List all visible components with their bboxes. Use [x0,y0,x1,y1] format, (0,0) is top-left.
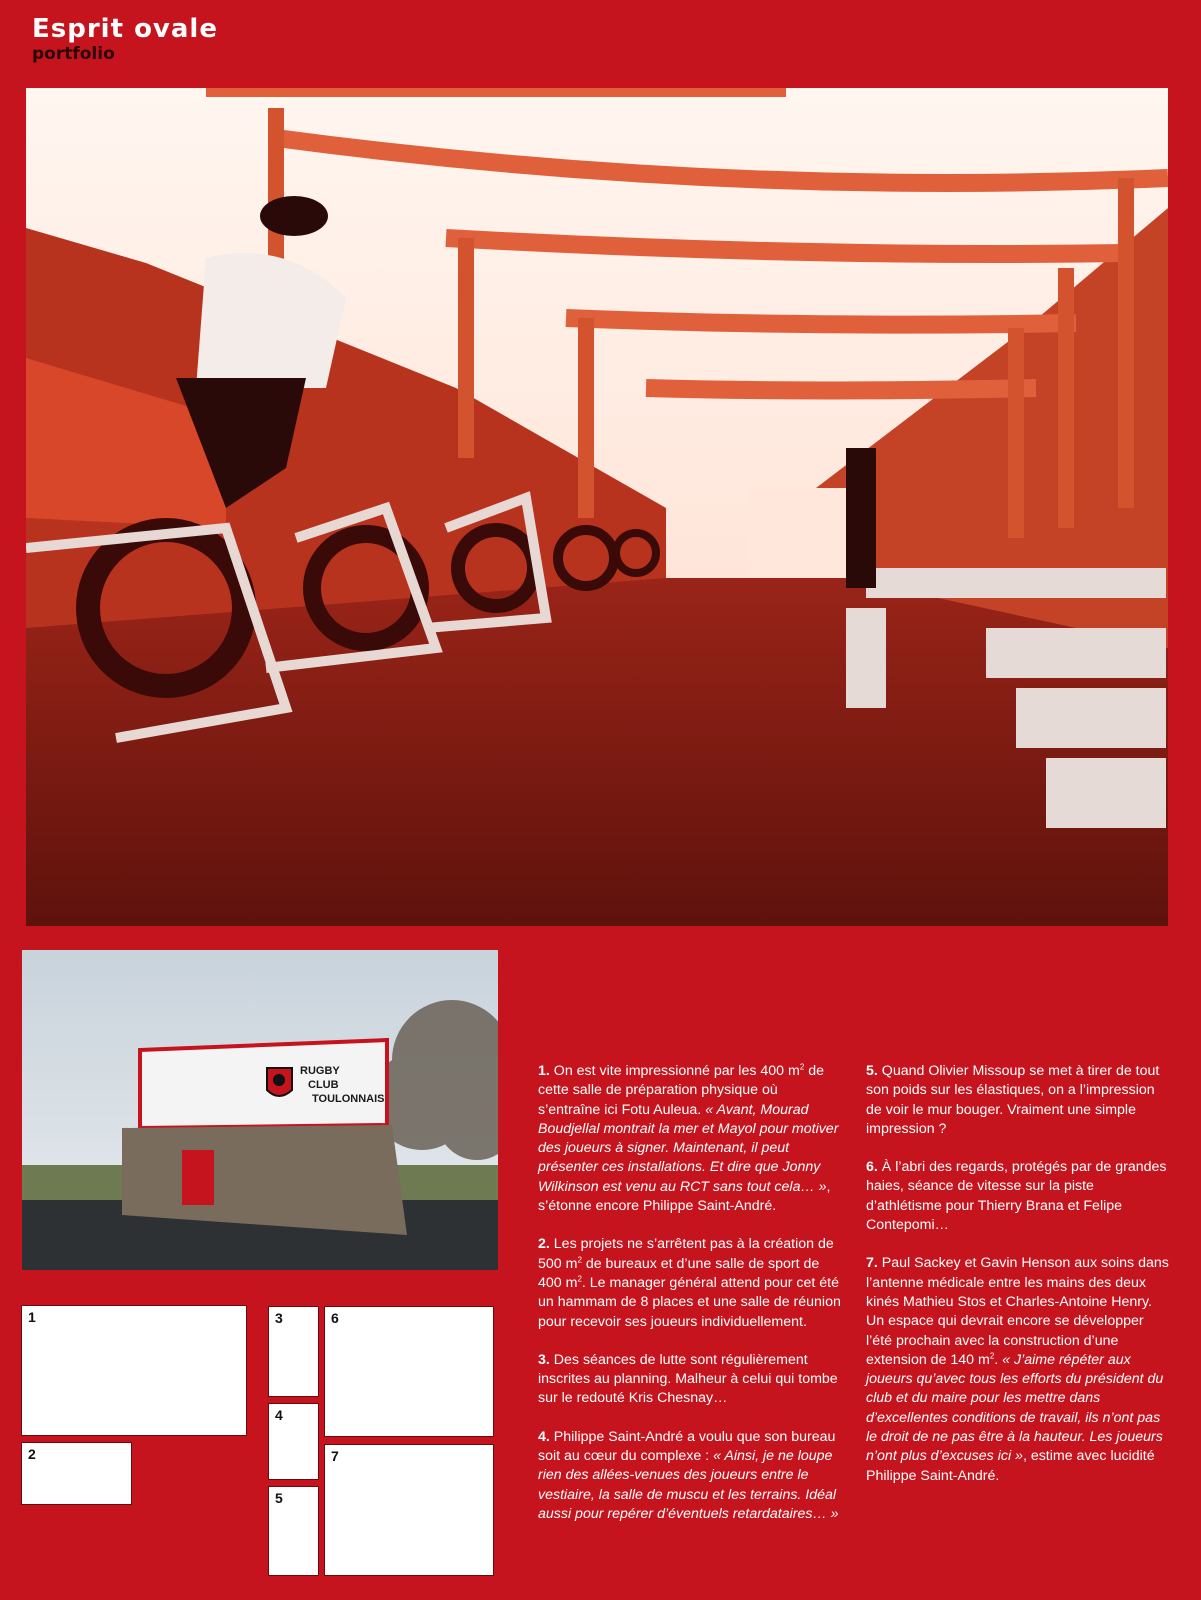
diagram-box-1: 1 [21,1305,247,1436]
caption-5: 5. Quand Olivier Missoup se met à tirer de tout son poids sur les élastiques, on a l’impression de voir le mur bouger. Vraiment une simple impression ? [866,1063,1160,1137]
page-title: Esprit ovale [32,14,218,44]
sign-line-3: TOULONNAIS [312,1093,385,1105]
caption-4: 4. Philippe Saint-André a voulu que son bureau soit au cœur du complexe : « Ainsi, je ne loupe rien des allées-venues des joueurs entre le vestiaire, la salle de muscu et les terrains. Idéal aussi pour repérer d’éventuels retardataires… » [538,1428,839,1522]
sign-line-2: CLUB [308,1079,339,1091]
diagram-box-4: 4 [268,1403,319,1480]
caption-1: 1. On est vite impressionné par les 400 $m^2$ de cette salle de préparation physique où s’entraîne ici Fotu Auleua. « Avant, Mourad Boudjellal montrait la mer et Mayol pour motiver des joueurs à signer. Maintenant, il peut présenter ces installations. Et dire que Jonny Wilkinson est venu au RCT sans tout cela… », s’étonne encore Philippe Saint-André. [538,1062,839,1215]
gym-photo [26,88,1168,926]
page-subtitle: portfolio [32,44,115,64]
page-header [32,14,218,64]
building-photo [22,950,498,1270]
caption-7: 7. Paul Sackey et Gavin Henson aux soins dans l’antenne médicale entre les mains des deux kinés Mathieu Stos et Charles-Antoine Henry. Un espace qui devrait encore se développer l’été prochain avec la construction d’une extension de 140 $m^2$. « J’aime répéter aux joueurs qu’avec tous les efforts du président du club et du maire pour les mettre dans d’excellentes conditions de travail, ils n’ont pas le droit de ne pas être à la hauteur. Les joueurs n’ont plus d’excuses ici », estime avec lucidité Philippe Saint-André. [866,1255,1169,1484]
caption-3: 3. Des séances de lutte sont régulièrement inscrites au planning. Malheur à celui qui tombe sur le redouté Kris Chesnay… [538,1351,838,1407]
diagram-box-7: 7 [324,1444,494,1576]
caption-6: 6. À l’abri des regards, protégés par de grandes haies, séance de vitesse sur la piste d’athlétisme pour Thierry Brana et Felipe Contepomi… [866,1159,1167,1234]
captions-left-column [538,1062,843,1543]
diagram-box-6: 6 [324,1306,494,1437]
diagram-box-5: 5 [268,1486,319,1576]
caption-2: 2. Les projets ne s’arrêtent pas à la création de 500 $m^2$ de bureaux et d’une salle de sport de 400 $m^2$. Le manager général attend pour cet été un hammam de 8 places et une salle de réunion pour recevoir ses joueurs individuellement. [538,1236,841,1330]
diagram-box-2: 2 [21,1442,132,1505]
diagram-box-3: 3 [268,1306,319,1397]
captions-right-column [866,1062,1171,1505]
sign-line-1: RUGBY [300,1065,340,1077]
